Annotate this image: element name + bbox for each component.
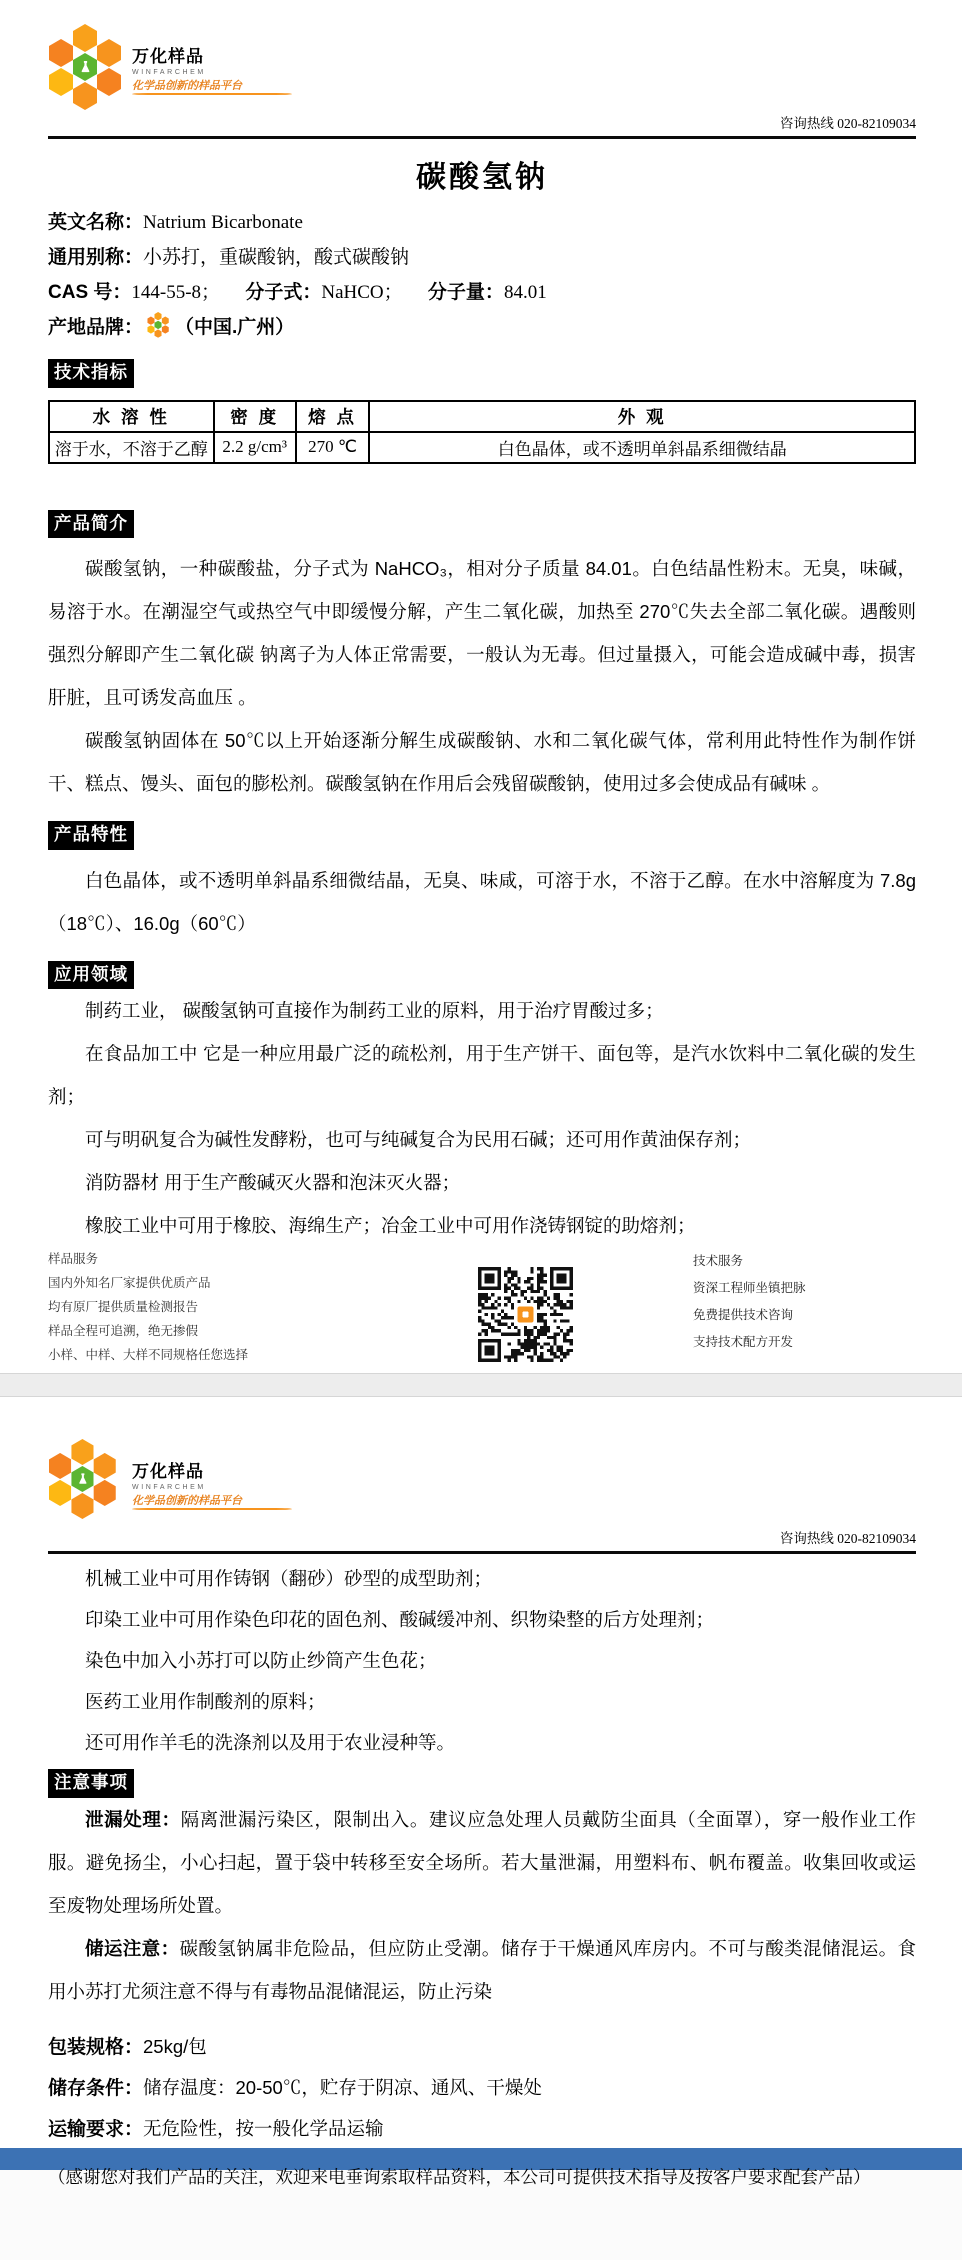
honeycomb-logo-icon: [48, 1439, 117, 1519]
qr-code-icon: [478, 1267, 573, 1367]
th-solubility: 水 溶 性: [49, 401, 214, 432]
footer-line: 均有原厂提供质量检测报告: [48, 1300, 199, 1314]
footer-tech-services: [693, 1248, 806, 1356]
flask-icon: [71, 1466, 93, 1492]
section-header-features: 产品特性: [48, 821, 134, 850]
footer-line: 免费提供技术咨询: [693, 1308, 794, 1322]
section-header-tech: 技术指标: [48, 359, 134, 388]
brand-name-en: WINFARCHEM: [132, 68, 206, 76]
application-item: 医药工业用作制酸剂的原料；: [85, 1691, 326, 1712]
footer-sample-services: [48, 1247, 358, 1367]
slogan-underline: [132, 1508, 292, 1510]
application-item: 染色中加入小苏打可以防止纱筒产生色花；: [85, 1650, 437, 1671]
spec-transport: 运输要求：无危险性，按一般化学品运输: [48, 2117, 384, 2140]
note-leak-handling: 泄漏处理：隔离泄漏污染区，限制出入。建议应急处理人员戴防尘面具（全面罩），穿一般作业工作服。避免扬尘，小心扫起，置于袋中转移至安全场所。若大量泄漏，用塑料布、帆布覆盖。收集回收或运至废物处理场所处置。: [48, 1808, 916, 1916]
section-header-intro: 产品简介: [48, 510, 134, 539]
th-appearance: 外 观: [369, 401, 915, 432]
footer-line: 技术服务: [693, 1254, 744, 1268]
th-density: 密 度: [214, 401, 296, 432]
application-item: 可与明矾复合为碱性发酵粉，也可与纯碱复合为民用石碱；还可用作黄油保存剂；: [85, 1129, 752, 1150]
intro-paragraph-1: 碳酸氢钠，一种碳酸盐，分子式为 NaHCO₃，相对分子质量 84.01。白色结晶性粉末。无臭，味碱，易溶于水。在潮湿空气或热空气中即缓慢分解，产生二氧化碳，加热至 270℃失去全部二氧化碳。遇酸则强烈分解即产生二氧化碳 钠离子为人体正常需要，一般认为无毒。但过量摄入，可能会造成碱中毒，损害肝脏，且可诱发高血压 。: [48, 558, 916, 708]
page-2: [0, 1397, 962, 2187]
th-melting: 熔 点: [296, 401, 370, 432]
intro-paragraph-2: 碳酸氢钠固体在 50℃以上开始逐渐分解生成碳酸钠、水和二氧化碳气体，常利用此特性作为制作饼干、糕点、馒头、面包的膨松剂。碳酸氢钠在作用后会残留碳酸钠，使用过多会使成品有碱味 。: [48, 730, 916, 794]
closing-note: （感谢您对我们产品的关注，欢迎来电垂询索取样品资料，本公司可提供技术指导及按客户要求配套产品）: [48, 2166, 871, 2187]
application-item: 机械工业中可用作铸钢（翻砂）砂型的成型助剂；: [85, 1568, 493, 1589]
flask-icon: [73, 53, 97, 81]
brand-header: [48, 0, 916, 110]
tech-table-header-row: [49, 401, 915, 432]
note-storage-transport: 储运注意：碳酸氢钠属非危险品，但应防止受潮。储存于干燥通风库房内。不可与酸类混储混运。食用小苏打尤须注意不得与有毒物品混储混运，防止污染: [48, 1937, 916, 2002]
footer-line: 样品全程可追溯，绝无掺假: [48, 1324, 199, 1338]
header-rule: [48, 1551, 916, 1554]
page-footer: [0, 1247, 962, 1367]
td-solubility: 溶于水，不溶于乙醇: [49, 432, 214, 463]
application-item: 橡胶工业中可用于橡胶、海绵生产；冶金工业中可用作浇铸钢锭的助熔剂；: [85, 1215, 696, 1236]
honeycomb-logo-icon: [48, 24, 122, 110]
brand-name: 万化样品: [132, 47, 204, 66]
brand-name-en: WINFARCHEM: [132, 1483, 206, 1491]
footer-line: 支持技术配方开发: [693, 1335, 794, 1349]
brand-slogan: 化学品创新的样品平台: [132, 79, 242, 92]
page-separator: [0, 1373, 962, 1397]
brand-name: 万化样品: [132, 1462, 204, 1481]
spec-packaging: 包装规格：25kg/包: [48, 2035, 207, 2058]
slogan-underline: [132, 93, 292, 95]
td-appearance: 白色晶体，或不透明单斜晶系细微结晶: [369, 432, 915, 463]
hotline: 咨询热线 020-82109034: [779, 116, 916, 131]
page-title: 碳酸氢钠: [416, 161, 548, 194]
td-density: 2.2 g/cm³: [214, 432, 296, 463]
field-alias: 通用别称：小苏打，重碳酸钠，酸式碳酸钠: [48, 247, 410, 268]
tech-table-value-row: [49, 432, 915, 463]
brand-slogan: 化学品创新的样品平台: [132, 1494, 242, 1507]
application-item: 消防器材 用于生产酸碱灭火器和泡沫灭火器；: [85, 1172, 461, 1193]
section-header-notes: 注意事项: [48, 1769, 134, 1798]
application-item: 印染工业中可用作染色印花的固色剂、酸碱缓冲剂、织物染整的后方处理剂；: [85, 1609, 715, 1630]
footer-line: 小样、中样、大样不同规格任您选择: [48, 1348, 249, 1362]
td-melting: 270 ℃: [296, 432, 370, 463]
section-header-applications: 应用领域: [48, 961, 134, 990]
brand-header: [48, 1397, 916, 1525]
field-origin: 产地品牌： （中国.广州）: [48, 310, 916, 345]
footer-line: 国内外知名厂家提供优质产品: [48, 1276, 211, 1290]
application-item: 制药工业， 碳酸氢钠可直接作为制药工业的原料，用于治疗胃酸过多；: [85, 1000, 664, 1021]
origin-brand-icon: [147, 312, 171, 340]
spec-storage: 储存条件：储存温度：20-50℃，贮存于阴凉、通风、干燥处: [48, 2076, 542, 2099]
footer-line: 资深工程师坐镇把脉: [693, 1281, 806, 1295]
application-item: 还可用作羊毛的洗涤剂以及用于农业浸种等。: [85, 1732, 456, 1753]
application-item: 在食品加工中 它是一种应用最广泛的疏松剂，用于生产饼干、面包等，是汽水饮料中二氧化碳的发生剂；: [48, 1043, 916, 1107]
header-rule: [48, 136, 916, 139]
features-paragraph: 白色晶体，或不透明单斜晶系细微结晶，无臭、味咸，可溶于水，不溶于乙醇。在水中溶解度为 7.8g（18℃）、16.0g（60℃）: [48, 869, 916, 934]
tech-table: [48, 400, 916, 464]
footer-line: 样品服务: [48, 1252, 99, 1266]
hotline: 咨询热线 020-82109034: [779, 1531, 916, 1546]
field-cas-formula-mw: CAS 号：144-55-8； 分子式：NaHCO； 分子量：84.01: [48, 282, 547, 303]
field-en-name: 英文名称：Natrium Bicarbonate: [48, 212, 303, 233]
